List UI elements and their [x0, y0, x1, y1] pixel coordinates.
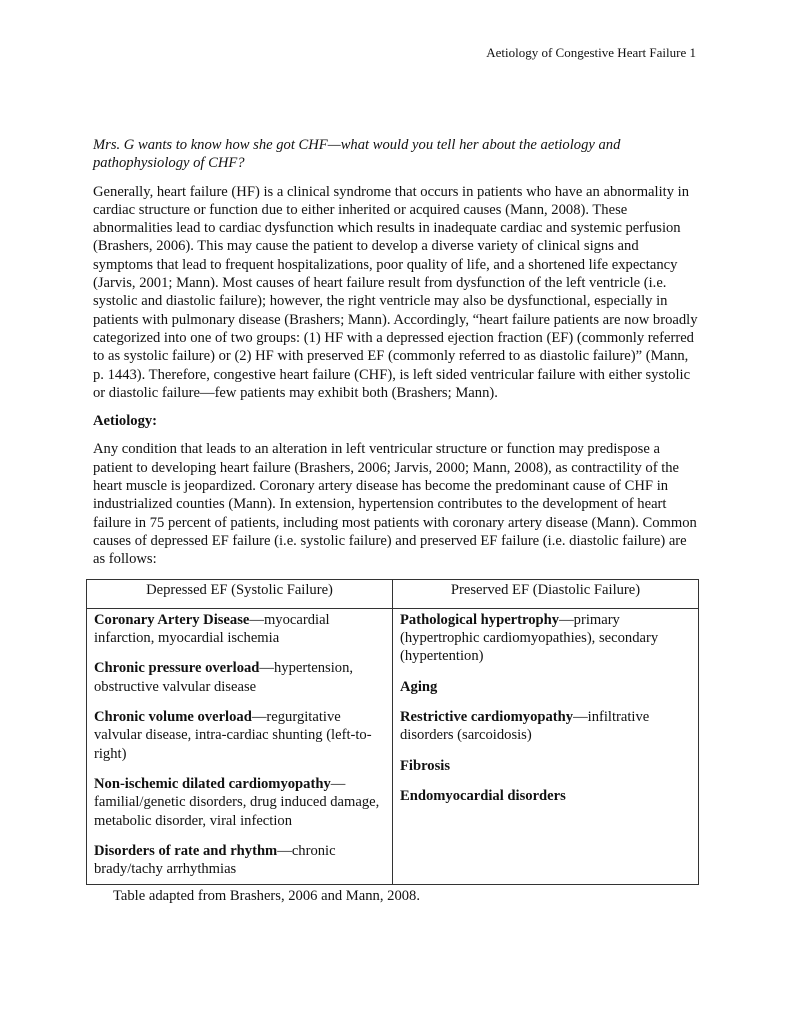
question-text: Mrs. G wants to know how she got CHF—what would you tell her about the aetiology and pathophysiology of CHF? — [93, 137, 621, 172]
cause-item — [400, 757, 691, 775]
cause-term: Aging — [400, 678, 438, 695]
header-systolic: Depressed EF (Systolic Failure) — [87, 579, 393, 608]
cause-item — [94, 708, 385, 763]
cause-detail: —primary (hypertrophic cardiomyopathies), secondary (hypertention) — [400, 611, 659, 665]
cause-term: Chronic pressure overload — [94, 660, 260, 677]
cause-detail: —regurgitative valvular disease, intra-cardiac shunting (left-to-right) — [94, 709, 372, 762]
cause-item — [400, 678, 691, 696]
cause-detail: —myocardial infarction, myocardial ischemia — [94, 611, 330, 647]
cause-item — [400, 787, 691, 805]
cause-term: Pathological hypertrophy — [400, 611, 560, 628]
diastolic-causes-cell — [393, 608, 699, 885]
cause-item — [94, 775, 385, 830]
cause-term: Restrictive cardiomyopathy — [400, 709, 574, 726]
causes-table — [86, 579, 699, 886]
cause-term: Non-ischemic dilated cardiomyopathy — [94, 775, 331, 792]
cause-term: Fibrosis — [400, 757, 451, 774]
cause-term: Coronary Artery Disease — [94, 611, 250, 628]
document-body — [93, 136, 699, 906]
cause-item — [94, 659, 385, 696]
cause-item — [94, 842, 385, 879]
cause-detail: —hypertension, obstructive valvular disease — [94, 660, 354, 695]
cause-term: Chronic volume overload — [94, 709, 252, 726]
intro-paragraph: Generally, heart failure (HF) is a clinical syndrome that occurs in patients who have an abnormality in cardiac structure or function due to either inherited or acquired causes (Mann, 2008). These abnormalities lead to cardiac dysfunction which results in inadequate cardiac and systemic perfusion (Brashers, 2006). This may cause the patient to develop a diverse variety of clinical signs and symptoms that lead to frequent hospitalizations, poor quality of life, and a shortened life expectancy (Jarvis, 2001; Mann). Most causes of heart failure result from dysfunction of the left ventricle (i.e. systolic and diastolic failure); however, the right ventricle may also be dysfunctional, especially in patients with pulmonary disease (Brashers; Mann). Accordingly, “heart failure patients are now broadly categorized into one of two groups: (1) HF with a depressed ejection fraction (EF) (commonly referred to as systolic failure) or (2) HF with preserved EF (commonly referred to as diastolic failure)” (Mann, p. 1443). Therefore, congestive heart failure (CHF), is left sided ventricular failure with either systolic or diastolic failure—few patients may exhibit both (Brashers; Mann). — [93, 183, 698, 401]
cause-detail: —infiltrative disorders (sarcoidosis) — [400, 709, 650, 744]
cause-term: Endomyocardial disorders — [400, 787, 566, 804]
cause-item — [94, 611, 385, 648]
systolic-causes-cell — [87, 608, 393, 885]
cause-term: Disorders of rate and rhythm — [94, 842, 278, 859]
cause-item — [400, 708, 691, 745]
running-head: Aetiology of Congestive Heart Failure 1 — [486, 45, 696, 60]
cause-item — [400, 611, 691, 666]
header-diastolic: Preserved EF (Diastolic Failure) — [393, 579, 699, 608]
cause-detail: —familial/genetic disorders, drug induced damage, metabolic disorder, viral infection — [94, 775, 380, 829]
aetiology-heading: Aetiology: — [93, 413, 158, 430]
table-caption: Table adapted from Brashers, 2006 and Mann, 2008. — [113, 888, 420, 905]
aetiology-paragraph: Any condition that leads to an alteration in left ventricular structure or function may predispose a patient to developing heart failure (Brashers, 2006; Jarvis, 2000; Mann, 2008), as contractility of the heart muscle is jeopardized. Coronary artery disease has become the predominant cause of CHF in industrialized counties (Mann). In extension, hypertension contributes to the development of heart failure in 75 percent of patients, including most patients with coronary artery disease (Mann). Common causes of depressed EF failure (i.e. systolic failure) and preserved EF failure (i.e. diastolic failure) are as follows: — [93, 441, 697, 568]
cause-detail: —chronic brady/tachy arrhythmias — [94, 842, 336, 878]
